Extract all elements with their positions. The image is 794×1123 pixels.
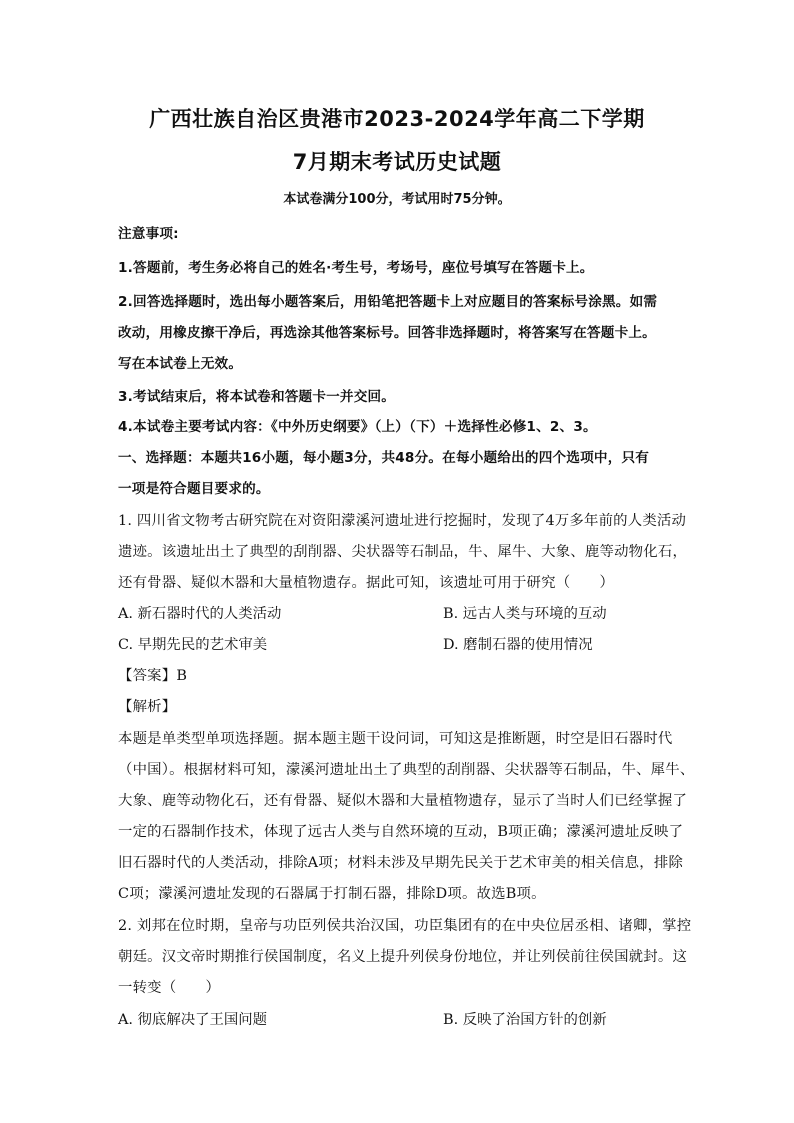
q1-answer: 【答案】B — [118, 668, 188, 684]
q2-stem-line1: 2. 刘邦在位时期，皇帝与功臣列侯共治汉国，功臣集团有的在中央位居丞相、诸卿，掌控 — [118, 918, 692, 934]
q1-option-b: B. 远古人类与环境的互动 — [443, 606, 607, 622]
notice-heading: 注意事项: — [118, 226, 179, 242]
notice-item-1: 1.答题前，考生务必将自己的姓名·考生号，考场号，座位号填写在答题卡上。 — [118, 260, 594, 276]
q2-stem-line3: 一转变（ ） — [118, 980, 221, 996]
q1-analysis-line3: 大象、鹿等动物化石，还有骨器、疑似木器和大量植物遗存，显示了当时人们已经掌握了 — [118, 793, 688, 809]
exam-title-line1: 广西壮族自治区贵港市2023-2024学年高二下学期 — [149, 107, 645, 131]
q1-analysis-line2: （中国）。根据材料可知，濛溪河遗址出土了典型的刮削器、尖状器等石制品，牛、犀牛、 — [118, 762, 695, 778]
q1-option-c: C. 早期先民的艺术审美 — [118, 637, 268, 653]
notice-item-4: 4.本试卷主要考试内容：《中外历史纲要》（上）（下）＋选择性必修1、2、3。 — [118, 419, 597, 435]
q1-option-d: D. 磨制石器的使用情况 — [443, 637, 593, 653]
section-heading-cont: 一项是符合题目要求的。 — [118, 481, 270, 497]
q1-analysis-line4: 一定的石器制作技术，体现了远古人类与自然环境的互动，B项正确；濛溪河遗址反映了 — [118, 824, 684, 840]
notice-item-2: 2.回答选择题时，选出每小题答案后，用铅笔把答题卡上对应题目的答案标号涂黑。如需 — [118, 294, 658, 310]
q2-option-a: A. 彻底解决了王国问题 — [118, 1012, 268, 1028]
q1-option-a: A. 新石器时代的人类活动 — [118, 606, 282, 622]
q1-stem-line2: 遗迹。该遗址出土了典型的刮削器、尖状器等石制品，牛、犀牛、大象、鹿等动物化石， — [118, 544, 688, 560]
q1-analysis-line1: 本题是单类型单项选择题。据本题主题干设问词，可知这是推断题，时空是旧石器时代 — [118, 731, 673, 747]
notice-item-2-cont2: 写在本试卷上无效。 — [118, 356, 243, 372]
q2-option-b: B. 反映了治国方针的创新 — [443, 1012, 607, 1028]
exam-subtitle: 本试卷满分100分，考试用时75分钟。 — [283, 192, 511, 207]
q2-stem-line2: 朝廷。汉文帝时期推行侯国制度，名义上提升列侯身份地位，并让列侯前往侯国就封。这 — [118, 949, 688, 965]
q1-analysis-label: 【解析】 — [118, 699, 177, 715]
q1-stem-line1: 1. 四川省文物考古研究院在对资阳濛溪河遗址进行挖掘时，发现了4万多年前的人类活动 — [118, 513, 687, 529]
notice-item-2-cont: 改动，用橡皮擦干净后，再选涂其他答案标号。回答非选择题时，将答案写在答题卡上。 — [118, 325, 656, 341]
q1-analysis-line5: 旧石器时代的人类活动，排除A项；材料未涉及早期先民关于艺术审美的相关信息，排除 — [118, 855, 684, 871]
exam-title-line2: 7月期末考试历史试题 — [292, 150, 502, 174]
q1-analysis-line6: C项；濛溪河遗址发现的石器属于打制石器，排除D项。故选B项。 — [118, 886, 546, 902]
q1-stem-line3: 还有骨器、疑似木器和大量植物遗存。据此可知，该遗址可用于研究（ ） — [118, 575, 615, 591]
notice-item-3: 3.考试结束后，将本试卷和答题卡一并交回。 — [118, 389, 396, 405]
section-heading: 一、选择题：本题共16小题，每小题3分，共48分。在每小题给出的四个选项中，只有 — [118, 450, 650, 466]
